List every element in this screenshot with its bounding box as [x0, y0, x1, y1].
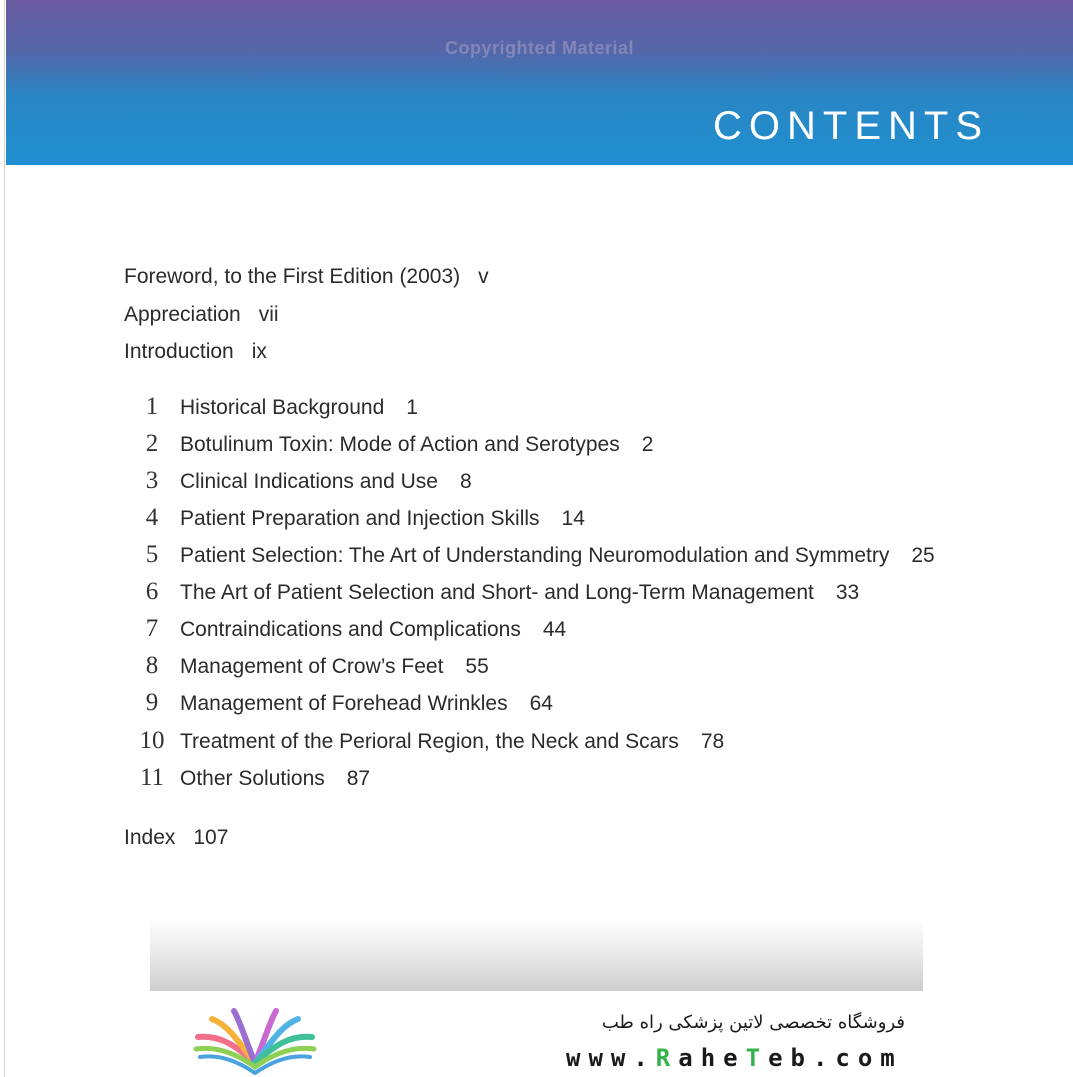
url-part-highlight: T [745, 1044, 769, 1072]
chapter-title: The Art of Patient Selection and Short- and Long-Term Management [180, 581, 814, 604]
chapter-title: Botulinum Toxin: Mode of Action and Serotypes [180, 433, 620, 456]
store-url-link[interactable] [566, 1044, 903, 1072]
chapter-page: 25 [911, 544, 935, 567]
toc-entry-label: Introduction [124, 340, 234, 363]
toc-entry-appreciation[interactable] [124, 303, 279, 327]
toc-chapter-6[interactable] [124, 578, 859, 608]
chapter-title: Treatment of the Perioral Region, the Neck and Scars [180, 730, 679, 753]
chapter-number: 7 [145, 615, 159, 642]
chapter-title: Clinical Indications and Use [180, 470, 438, 493]
chapter-page: 55 [465, 655, 489, 678]
chapter-title: Contraindications and Complications [180, 618, 521, 641]
open-book-rainbow-logo-icon [190, 1005, 320, 1075]
toc-chapter-11[interactable] [124, 764, 370, 794]
chapter-number: 11 [139, 764, 165, 791]
toc-entry-label: Foreword, to the First Edition (2003) [124, 265, 461, 288]
toc-chapter-2[interactable] [124, 430, 653, 460]
toc-chapter-4[interactable] [124, 504, 585, 534]
copyright-watermark: Copyrighted Material [444, 38, 635, 58]
chapter-page: 33 [835, 581, 860, 604]
toc-entry-page: vii [258, 303, 279, 326]
chapter-number: 8 [145, 652, 159, 679]
chapter-title: Other Solutions [180, 767, 325, 790]
chapter-page: 2 [641, 433, 654, 456]
page-bottom-shadow [150, 918, 923, 991]
toc-chapter-9[interactable] [124, 689, 553, 719]
chapter-number: 9 [145, 689, 159, 716]
page-title: CONTENTS [713, 104, 989, 148]
toc-entry-foreword[interactable] [124, 265, 489, 289]
chapter-number: 3 [145, 467, 159, 494]
toc-entry-page: v [478, 265, 489, 288]
toc-entry-page: ix [251, 340, 267, 363]
chapter-title: Patient Selection: The Art of Understanding Neuromodulation and Symmetry [180, 544, 890, 567]
chapter-number: 6 [145, 578, 159, 605]
url-part-highlight: R [655, 1044, 679, 1072]
url-part: www. [566, 1044, 656, 1072]
chapter-number: 1 [145, 393, 159, 420]
chapter-number: 5 [145, 541, 159, 568]
chapter-title: Historical Background [180, 396, 385, 419]
toc-entry-introduction[interactable] [124, 340, 267, 364]
chapter-page: 64 [529, 692, 553, 715]
chapter-title: Patient Preparation and Injection Skills [180, 507, 540, 530]
toc-chapter-10[interactable] [124, 727, 724, 757]
chapter-page: 87 [346, 767, 371, 790]
toc-chapter-5[interactable] [124, 541, 935, 571]
chapter-number: 10 [139, 727, 165, 754]
chapter-number: 2 [145, 430, 159, 457]
chapter-page: 1 [406, 396, 418, 419]
chapter-page: 14 [561, 507, 585, 530]
toc-entry-index[interactable] [124, 826, 228, 850]
toc-chapter-8[interactable] [124, 652, 489, 682]
toc-entry-page: 107 [193, 826, 229, 849]
store-name: فروشگاه تخصصی لاتین پزشکی راه طب [601, 1012, 905, 1033]
toc-chapter-3[interactable] [124, 467, 472, 497]
chapter-page: 78 [700, 730, 725, 753]
chapter-title: Management of Crow’s Feet [180, 655, 444, 678]
url-part: eb.com [768, 1044, 903, 1072]
toc-entry-label: Appreciation [124, 303, 241, 326]
toc-entry-label: Index [124, 826, 176, 849]
toc-chapter-1[interactable] [124, 393, 418, 423]
chapter-page: 8 [459, 470, 472, 493]
chapter-page: 44 [542, 618, 567, 641]
chapter-number: 4 [145, 504, 159, 531]
url-part: ahe [678, 1044, 746, 1072]
chapter-title: Management of Forehead Wrinkles [180, 692, 508, 715]
toc-chapter-7[interactable] [124, 615, 566, 645]
contents-header-banner [6, 0, 1073, 165]
